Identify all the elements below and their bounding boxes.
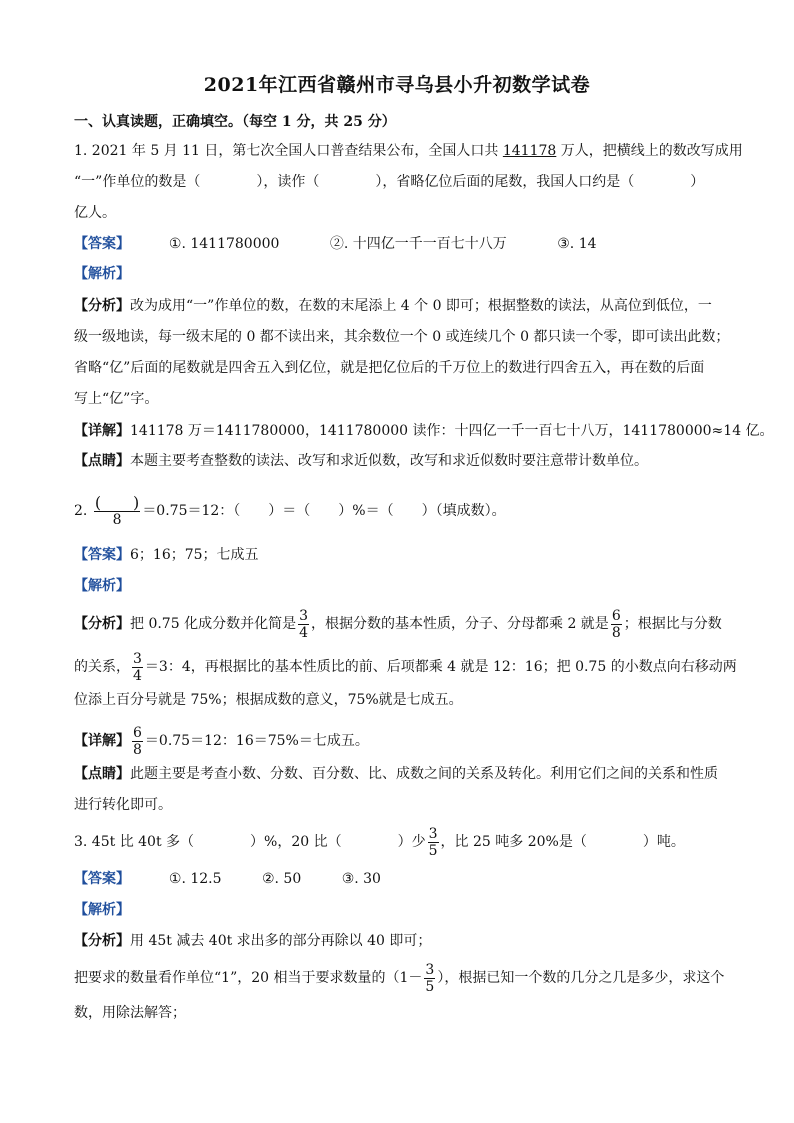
q1-dianjing-text: 本题主要考查整数的读法、改写和求近似数，改写和求近似数时要注意带计数单位。 <box>130 453 648 469</box>
q1-line2: “一”作单位的数是（ ），读作（ ），省略亿位后面的尾数，我国人口约是（ ） <box>74 174 705 190</box>
fraction-3-5 <box>424 962 435 995</box>
frac-numerator: 3 <box>133 650 142 667</box>
xiangjie-label: 【详解】 <box>74 733 130 749</box>
q1-text-pre: 1. 2021 年 5 月 11 日，第七次全国人口普查结果公布，全国人口共 <box>74 143 503 159</box>
frac-denominator: 4 <box>299 624 308 641</box>
q3-answer-row <box>74 869 734 889</box>
q3-answer-1: ①. 12.5 <box>168 871 222 887</box>
answer-label: 【答案】 <box>74 547 130 563</box>
dianjing-label: 【点睛】 <box>74 453 130 469</box>
q2-answer-row <box>74 545 734 565</box>
q2-stem <box>74 489 734 533</box>
q1-answer-2: ②. 十四亿一千一百七十八万 <box>329 236 507 252</box>
frac-denominator: 5 <box>425 978 435 995</box>
fraction-3-5 <box>428 826 439 859</box>
q2-number: 2. <box>74 503 88 519</box>
q3-stem-pre: 3. 45t 比 40t 多（ ）%，20 比（ ）少 <box>74 834 426 850</box>
q3-fenxi-text1: 用 45t 减去 40t 求出多的部分再除以 40 即可； <box>130 933 432 949</box>
answer-label: 【答案】 <box>74 236 130 252</box>
q2-xiangjie <box>74 721 734 761</box>
frac-denominator: 8 <box>133 741 142 758</box>
q2-fenxi2-a: 的关系， <box>74 659 130 675</box>
q3-line2-post: ），根据已知一个数的几分之几是多少，求这个 <box>437 970 725 986</box>
analysis-label-text: 解析 <box>88 266 116 282</box>
q2-dianjing-text1: 此题主要是考查小数、分数、百分数、比、成数之间的关系及转化。利用它们之间的关系和性质 <box>130 766 718 782</box>
frac-numerator: 3 <box>299 607 308 624</box>
q1-fenxi-line3: 省略“亿”后面的尾数就是四舍五入到亿位，就是把亿位后的千万位上的数进行四舍五入，再在数的后面 <box>74 360 705 376</box>
q1-answer-1: ①. 1411780000 <box>168 236 280 252</box>
analysis-label: 【解析】 <box>74 578 130 594</box>
q3-answer-2: ②. 50 <box>261 871 302 887</box>
q1-fenxi-line2: 级一级地读，每一级末尾的 0 都不读出来，其余数位一个 0 或连续几个 0 都只读一个零，即可读出此数； <box>74 329 730 345</box>
q1-fenxi-text1: 改为成用“一”作单位的数，在数的末尾添上 4 个 0 即可；根据整数的读法，从高位到低位，一 <box>130 298 712 314</box>
answer-label: 【答案】 <box>74 871 130 887</box>
q2-fenxi-b: ，根据分数的基本性质，分子、分母都乘 2 就是 <box>311 616 609 632</box>
q2-fenxi-a: 把 0.75 化成分数并化简是 <box>130 616 297 632</box>
frac-denominator: 8 <box>611 624 621 641</box>
analysis-label: 【解析】 <box>74 902 130 918</box>
fraction-6-8 <box>132 725 143 758</box>
q2-dianjing-line1 <box>74 764 734 784</box>
frac-denominator: 4 <box>133 667 142 684</box>
q3-answer-3: ③. 30 <box>341 871 381 887</box>
fenxi-label: 【分析】 <box>74 616 130 632</box>
q3-stem <box>74 822 734 862</box>
document-title: 2021年江西省赣州市寻乌县小升初数学试卷 <box>203 74 591 96</box>
frac-numerator: 6 <box>611 607 621 624</box>
section-heading: 一、认真读题，正确填空。（每空 1 分，共 25 分） <box>74 114 396 130</box>
fraction-6-8 <box>611 608 622 641</box>
analysis-label-text: 解析 <box>88 578 116 594</box>
q1-xiangjie <box>74 421 774 441</box>
frac-numerator: 6 <box>133 724 142 741</box>
dianjing-label: 【点睛】 <box>74 766 130 782</box>
q2-dianjing-line2: 进行转化即可。 <box>74 797 172 813</box>
q1-answer-3: ③. 14 <box>557 236 597 252</box>
fraction-3-4 <box>298 608 309 641</box>
q1-dianjing <box>74 451 734 471</box>
fraction-3-4 <box>132 651 143 684</box>
q2-xiangjie-rest: ＝0.75＝12：16＝75%＝七成五。 <box>144 733 369 749</box>
analysis-label: 【解析】 <box>74 266 130 282</box>
q1-line3: 亿人。 <box>74 205 116 221</box>
q2-fenxi-line3: 位添上百分号就是 75%；根据成数的意义，75%就是七成五。 <box>74 692 463 708</box>
q3-stem-post: ，比 25 吨多 20%是（ ）吨。 <box>440 834 685 850</box>
q1-fenxi-line1 <box>74 296 734 316</box>
q2-frac-numerator: ( ) <box>94 492 140 512</box>
q2-blank-fraction <box>94 492 141 528</box>
xiangjie-label: 【详解】 <box>74 423 130 439</box>
analysis-label-text: 解析 <box>88 902 116 918</box>
q1-fenxi-line4: 写上“亿”字。 <box>74 391 159 407</box>
q1-text-post: 万人，把横线上的数改写成用 <box>556 143 743 159</box>
q1-answer-row <box>74 234 734 254</box>
q2-fenxi-line1 <box>74 604 734 644</box>
q2-fenxi2-b: ＝3：4，再根据比的基本性质比的前、后项都乘 4 就是 12：16；把 0.75 的小数点向右移动两 <box>144 659 737 675</box>
q3-fenxi-line3: 数，用除法解答； <box>74 1005 186 1021</box>
q1-underlined-number: 141178 <box>502 143 557 159</box>
q2-answer: 6；16；75；七成五 <box>130 547 259 563</box>
q2-fenxi-line2 <box>74 647 737 687</box>
q1-line1 <box>74 141 743 161</box>
q3-fenxi-line2 <box>74 958 734 998</box>
q1-xiangjie-text: 141178 万＝1411780000，1411780000 读作：十四亿一千一百七十八万，1411780000≈14 亿。 <box>130 423 774 439</box>
q2-frac-denominator: 8 <box>112 511 122 528</box>
q3-line2-pre: 把要求的数量看作单位“1”，20 相当于要求数量的（1－ <box>74 970 423 986</box>
q2-fenxi-c: ；根据比与分数 <box>623 616 722 632</box>
fenxi-label: 【分析】 <box>74 298 130 314</box>
q2-stem-rest: ＝0.75＝12：（ ）＝（ ）%＝（ ）（填成数）。 <box>142 503 506 519</box>
frac-numerator: 3 <box>425 961 435 978</box>
frac-denominator: 5 <box>428 842 438 859</box>
q3-fenxi-line1 <box>74 931 734 951</box>
frac-numerator: 3 <box>428 825 438 842</box>
fenxi-label: 【分析】 <box>74 933 130 949</box>
